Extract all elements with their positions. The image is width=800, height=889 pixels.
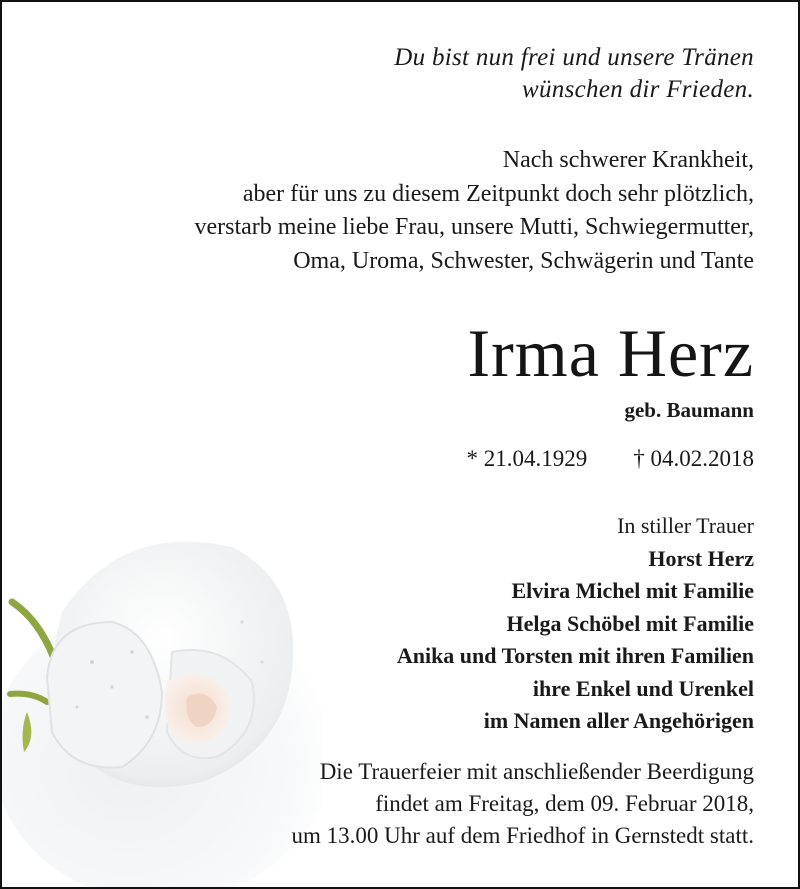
funeral-line: um 13.00 Uhr auf dem Friedhof in Gernstedt statt. — [291, 822, 754, 848]
mourning-heading: In stiller Trauer — [617, 513, 754, 538]
mourner-name: Anika und Torsten mit ihren Familien — [396, 643, 754, 668]
intro-line: Nach schwerer Krankheit, — [502, 147, 754, 173]
mourner-name: Helga Schöbel mit Familie — [506, 610, 754, 636]
motto — [54, 42, 754, 106]
mourner-name: Elvira Michel mit Familie — [511, 578, 754, 603]
birth-date: * 21.04.1929 — [466, 446, 588, 471]
mourners — [54, 510, 754, 738]
life-dates — [54, 444, 754, 474]
intro-line: aber für uns zu diesem Zeitpunkt doch sehr plötzlich, — [242, 180, 754, 207]
funeral-line: Die Trauerfeier mit anschließender Beerdigung — [319, 758, 754, 784]
funeral-details — [54, 756, 754, 852]
motto-line: Du bist nun frei und unsere Tränen — [394, 44, 754, 71]
mourner-name: ihre Enkel und Urenkel — [532, 675, 754, 701]
motto-line: wünschen dir Frieden. — [522, 76, 754, 103]
intro-line: verstarb meine liebe Frau, unsere Mutti, Schwiegermutter, — [194, 214, 754, 240]
death-date: † 04.02.2018 — [633, 446, 754, 471]
maiden-name: geb. Baumann — [624, 398, 754, 422]
notice-text — [54, 2, 754, 852]
intro-text — [54, 144, 754, 278]
mourner-name: Horst Herz — [648, 545, 754, 571]
deceased-name: Irma Herz — [467, 315, 754, 391]
mourner-name: im Namen aller Angehörigen — [483, 708, 754, 733]
funeral-line: findet am Freitag, dem 09. Februar 2018, — [375, 790, 754, 816]
intro-line: Oma, Uroma, Schwester, Schwägerin und Tante — [293, 247, 754, 274]
